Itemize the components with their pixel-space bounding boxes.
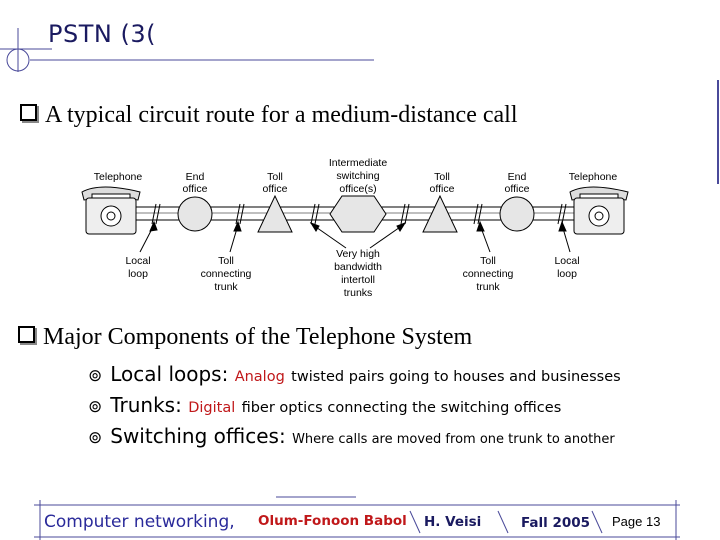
footer-course: Computer networking, <box>44 512 235 532</box>
interoffice-label-1: Very high <box>336 248 380 260</box>
component-local-loops <box>88 362 621 386</box>
telephone-right-icon <box>570 187 628 234</box>
bullet-circuit-route-text: A typical circuit route for a medium-distance call <box>45 102 518 128</box>
telephone-left-icon <box>82 187 140 234</box>
end-office-left-icon <box>178 197 212 231</box>
component-desc: Where calls are moved from one trunk to another <box>292 432 615 447</box>
toll-office-left-label-1: Toll <box>267 171 283 183</box>
end-office-left-label-2: office <box>182 183 208 195</box>
toll-trunk-right-label-1: Toll <box>480 255 496 267</box>
telephone-right-label: Telephone <box>568 171 618 183</box>
local-loop-right-label-1: Local <box>554 255 580 267</box>
component-name: Local loops: <box>110 362 229 386</box>
bullet-major-components-text: Major Components of the Telephone System <box>43 324 473 350</box>
footer-author: H. Veisi <box>424 514 482 530</box>
circuit-route-diagram <box>80 152 640 307</box>
ring-bullet-icon: ⊚ <box>88 366 103 386</box>
interoffice-label-3: intertoll <box>341 274 375 286</box>
toll-office-right-label-2: office <box>429 183 455 195</box>
end-office-right-label-2: office <box>504 183 530 195</box>
local-loop-left-label-1: Local <box>125 255 151 267</box>
toll-office-right-icon <box>423 196 457 232</box>
component-desc: fiber optics connecting the switching offices <box>241 400 562 416</box>
footer-sep-1 <box>410 511 420 533</box>
intermediate-office-icon <box>330 196 386 232</box>
toll-trunk-left-label-1: Toll <box>218 255 234 267</box>
component-trunks <box>88 393 561 417</box>
footer-sep-2 <box>498 511 508 533</box>
bullet-major-components <box>18 324 472 351</box>
component-switching-offices <box>88 424 615 448</box>
component-name: Trunks: <box>110 393 182 417</box>
footer-university: Olum-Fonoon Babol <box>258 513 407 529</box>
component-kind: Analog <box>234 369 285 385</box>
end-office-left-label-1: End <box>185 171 205 183</box>
toll-trunk-right-label-2: connecting <box>462 268 514 280</box>
intermediate-label-3: office(s) <box>339 183 377 195</box>
intermediate-label-1: Intermediate <box>328 157 388 169</box>
bullet-circuit-route <box>20 102 518 129</box>
ring-bullet-icon: ⊚ <box>88 397 103 417</box>
checkbox-bullet-icon <box>18 326 35 343</box>
toll-office-left-label-2: office <box>262 183 288 195</box>
local-loop-left-label-2: loop <box>128 268 148 280</box>
component-desc: twisted pairs going to houses and businesses <box>291 369 621 385</box>
footer-term: Fall 2005 <box>521 515 591 531</box>
local-loop-right-label-2: loop <box>557 268 577 280</box>
end-office-right-icon <box>500 197 534 231</box>
intermediate-label-2: switching <box>336 170 380 182</box>
toll-office-left-icon <box>258 196 292 232</box>
footer-sep-3 <box>592 511 602 533</box>
toll-trunk-right-label-3: trunk <box>476 281 500 293</box>
toll-office-right-label-1: Toll <box>434 171 450 183</box>
end-office-right-label-1: End <box>507 171 527 183</box>
component-kind: Digital <box>188 400 236 416</box>
component-name: Switching offices: <box>110 424 286 448</box>
toll-trunk-left-label-2: connecting <box>200 268 252 280</box>
slide-title: PSTN (3( <box>48 20 156 48</box>
interoffice-label-2: bandwidth <box>334 261 382 273</box>
telephone-left-label: Telephone <box>93 171 143 183</box>
ring-bullet-icon: ⊚ <box>88 428 103 448</box>
checkbox-bullet-icon <box>20 104 37 121</box>
toll-trunk-left-label-3: trunk <box>214 281 238 293</box>
interoffice-label-4: trunks <box>343 287 373 299</box>
footer-page-number: Page 13 <box>612 514 661 529</box>
